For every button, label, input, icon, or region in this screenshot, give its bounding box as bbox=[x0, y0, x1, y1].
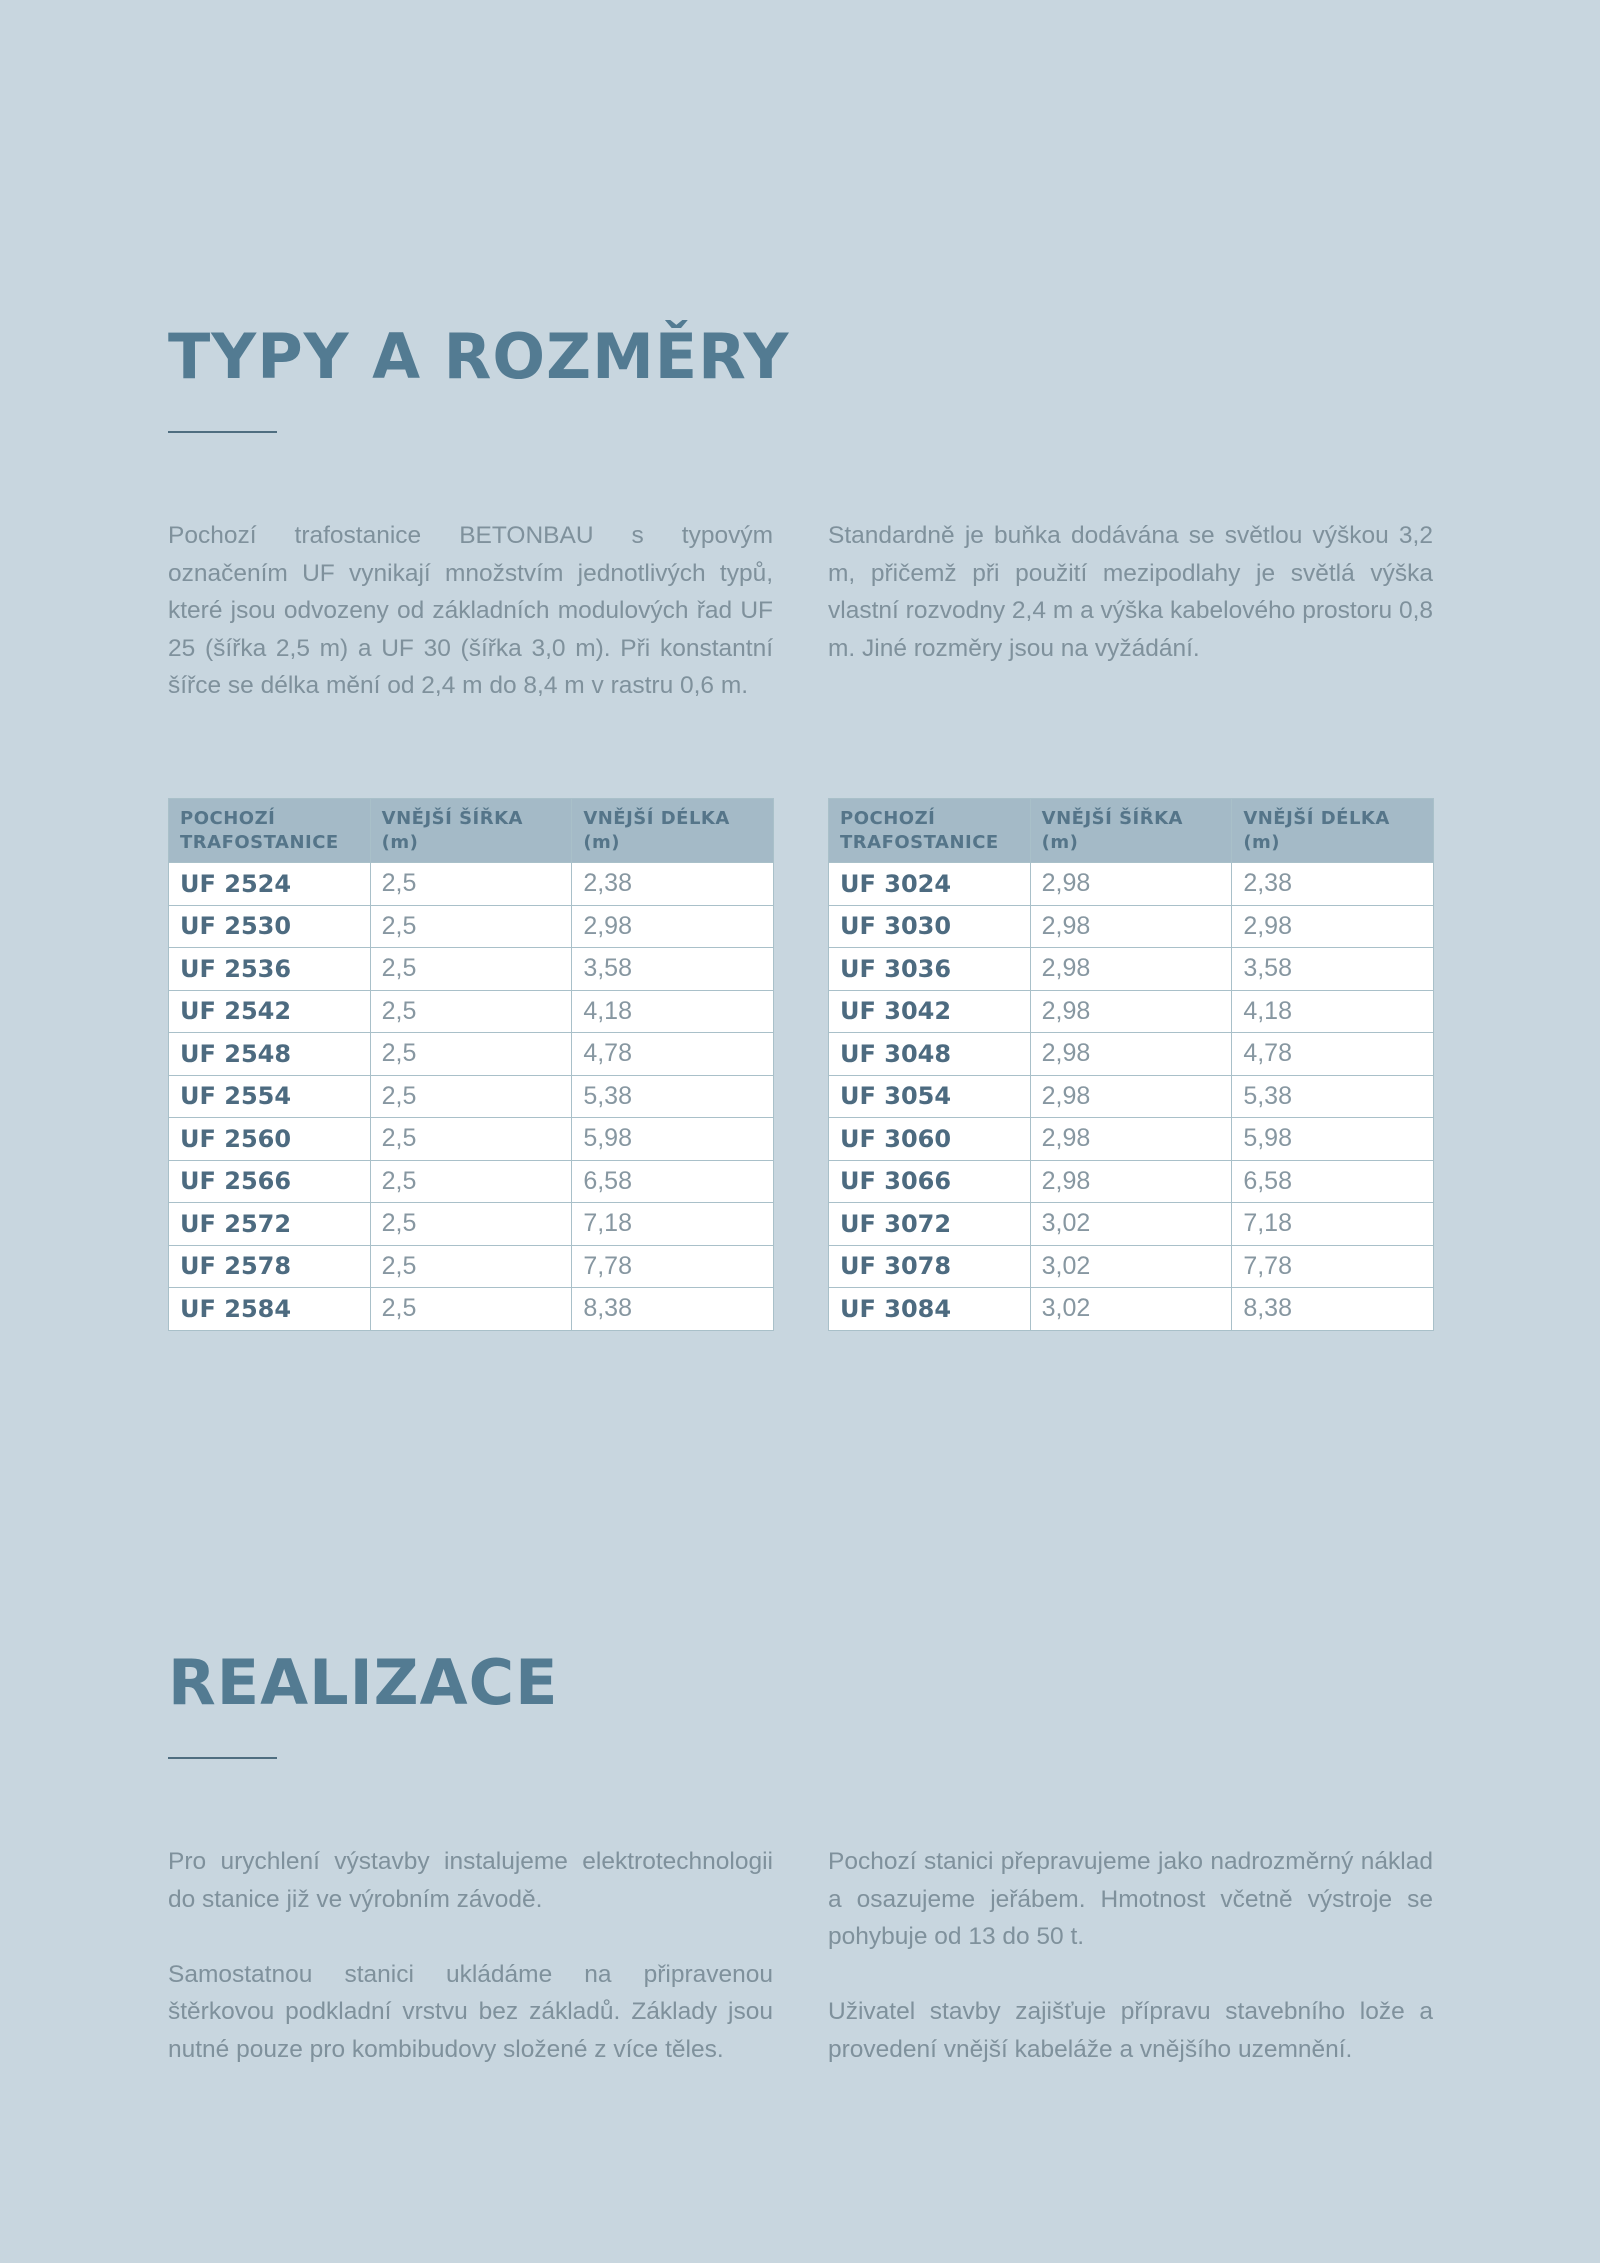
cell-width: 2,98 bbox=[1030, 1118, 1232, 1161]
cell-type: UF 2560 bbox=[169, 1118, 371, 1161]
cell-length: 2,38 bbox=[572, 863, 774, 906]
cell-width: 2,98 bbox=[1030, 948, 1232, 991]
cell-width: 2,5 bbox=[370, 990, 572, 1033]
cell-length: 4,78 bbox=[1232, 1033, 1434, 1076]
table-row bbox=[169, 990, 774, 1033]
cell-length: 5,98 bbox=[572, 1118, 774, 1161]
cell-width: 2,5 bbox=[370, 1245, 572, 1288]
cell-width: 2,98 bbox=[1030, 1075, 1232, 1118]
cell-width: 2,5 bbox=[370, 1160, 572, 1203]
cell-type: UF 3060 bbox=[829, 1118, 1031, 1161]
cell-type: UF 2572 bbox=[169, 1203, 371, 1246]
table-row bbox=[829, 1203, 1434, 1246]
cell-width: 2,5 bbox=[370, 1118, 572, 1161]
cell-length: 8,38 bbox=[572, 1288, 774, 1331]
title-underline bbox=[168, 1757, 277, 1759]
table-row bbox=[829, 948, 1434, 991]
cell-width: 2,98 bbox=[1030, 1160, 1232, 1203]
cell-length: 3,58 bbox=[572, 948, 774, 991]
table-row bbox=[169, 1075, 774, 1118]
cell-type: UF 3024 bbox=[829, 863, 1031, 906]
section-title-realization: REALIZACE bbox=[168, 1646, 559, 1719]
cell-width: 2,98 bbox=[1030, 990, 1232, 1033]
table-row bbox=[169, 905, 774, 948]
cell-length: 2,98 bbox=[572, 905, 774, 948]
paragraph: Standardně je buňka dodávána se světlou výškou 3,2 m, přičemž při použití mezipodlahy je světlá výška vlastní rozvodny 2,4 m a výška kabelového prostoru 0,8 m. Jiné rozměry jsou na vyžádání. bbox=[828, 522, 1433, 662]
table-body bbox=[829, 863, 1434, 1331]
table-row bbox=[169, 863, 774, 906]
cell-width: 3,02 bbox=[1030, 1288, 1232, 1331]
cell-type: UF 3078 bbox=[829, 1245, 1031, 1288]
cell-type: UF 2548 bbox=[169, 1033, 371, 1076]
cell-type: UF 3036 bbox=[829, 948, 1031, 991]
header-length: VNĚJŠÍ DÉLKA (m) bbox=[572, 799, 774, 863]
table-row bbox=[169, 948, 774, 991]
cell-type: UF 2536 bbox=[169, 948, 371, 991]
table-row bbox=[829, 1118, 1434, 1161]
cell-type: UF 3054 bbox=[829, 1075, 1031, 1118]
cell-width: 2,98 bbox=[1030, 905, 1232, 948]
table-row bbox=[829, 1075, 1434, 1118]
cell-width: 2,98 bbox=[1030, 1033, 1232, 1076]
cell-width: 2,5 bbox=[370, 1075, 572, 1118]
cell-type: UF 3048 bbox=[829, 1033, 1031, 1076]
cell-length: 7,78 bbox=[1232, 1245, 1434, 1288]
paragraph: Pochozí trafostanice BETONBAU s typovým označením UF vynikají množstvím jednotlivých typů, které jsou odvozeny od základních modulových řad UF 25 (šířka 2,5 m) a UF 30 (šířka 3,0 m). Při konstantní šířce se délka mění od 2,4 m do 8,4 m v rastru 0,6 m. bbox=[168, 522, 773, 699]
realization-text-left bbox=[168, 1843, 773, 2068]
cell-width: 2,5 bbox=[370, 1288, 572, 1331]
cell-length: 6,58 bbox=[572, 1160, 774, 1203]
cell-width: 2,98 bbox=[1030, 863, 1232, 906]
cell-width: 2,5 bbox=[370, 948, 572, 991]
cell-length: 4,78 bbox=[572, 1033, 774, 1076]
header-length: VNĚJŠÍ DÉLKA (m) bbox=[1232, 799, 1434, 863]
cell-length: 3,58 bbox=[1232, 948, 1434, 991]
cell-width: 3,02 bbox=[1030, 1245, 1232, 1288]
table-uf25 bbox=[168, 798, 774, 1331]
cell-width: 2,5 bbox=[370, 1203, 572, 1246]
cell-length: 6,58 bbox=[1232, 1160, 1434, 1203]
title-underline bbox=[168, 431, 277, 433]
header-width: VNĚJŠÍ ŠÍŘKA (m) bbox=[370, 799, 572, 863]
cell-length: 5,38 bbox=[572, 1075, 774, 1118]
table-row bbox=[829, 1288, 1434, 1331]
table-row bbox=[829, 863, 1434, 906]
cell-type: UF 3084 bbox=[829, 1288, 1031, 1331]
cell-type: UF 3030 bbox=[829, 905, 1031, 948]
cell-type: UF 2554 bbox=[169, 1075, 371, 1118]
table-row bbox=[169, 1160, 774, 1203]
table-row bbox=[829, 905, 1434, 948]
cell-length: 2,38 bbox=[1232, 863, 1434, 906]
cell-type: UF 2542 bbox=[169, 990, 371, 1033]
cell-length: 4,18 bbox=[572, 990, 774, 1033]
table-row bbox=[169, 1288, 774, 1331]
section-title-types: TYPY A ROZMĚRY bbox=[168, 320, 790, 393]
cell-type: UF 3042 bbox=[829, 990, 1031, 1033]
cell-length: 7,78 bbox=[572, 1245, 774, 1288]
cell-type: UF 2578 bbox=[169, 1245, 371, 1288]
cell-length: 7,18 bbox=[1232, 1203, 1434, 1246]
cell-type: UF 2524 bbox=[169, 863, 371, 906]
cell-width: 3,02 bbox=[1030, 1203, 1232, 1246]
cell-type: UF 3072 bbox=[829, 1203, 1031, 1246]
paragraph: Pro urychlení výstavby instalujeme elektrotechnologii do stanice již ve výrobním závodě. bbox=[168, 1848, 773, 1913]
realization-text-right bbox=[828, 1843, 1433, 2068]
header-type: POCHOZÍ TRAFOSTANICE bbox=[829, 799, 1031, 863]
header-width: VNĚJŠÍ ŠÍŘKA (m) bbox=[1030, 799, 1232, 863]
cell-length: 8,38 bbox=[1232, 1288, 1434, 1331]
cell-type: UF 3066 bbox=[829, 1160, 1031, 1203]
cell-length: 5,98 bbox=[1232, 1118, 1434, 1161]
table-row bbox=[829, 990, 1434, 1033]
paragraph: Samostatnou stanici ukládáme na připravenou štěrkovou podkladní vrstvu bez základů. Základy jsou nutné pouze pro kombibudovy složené z více těles. bbox=[168, 1960, 773, 2063]
intro-text-right bbox=[828, 517, 1433, 667]
table-row bbox=[169, 1118, 774, 1161]
header-type: POCHOZÍ TRAFOSTANICE bbox=[169, 799, 371, 863]
table-header-row bbox=[829, 799, 1434, 863]
cell-length: 2,98 bbox=[1232, 905, 1434, 948]
table-body bbox=[169, 863, 774, 1331]
table-row bbox=[169, 1033, 774, 1076]
paragraph: Pochozí stanici přepravujeme jako nadrozměrný náklad a osazujeme jeřábem. Hmotnost včetně výstroje se pohybuje od 13 do 50 t. bbox=[828, 1848, 1433, 1950]
cell-width: 2,5 bbox=[370, 863, 572, 906]
cell-length: 4,18 bbox=[1232, 990, 1434, 1033]
paragraph: Uživatel stavby zajišťuje přípravu stavebního lože a provedení vnější kabeláže a vnějšího uzemnění. bbox=[828, 1998, 1433, 2063]
table-row bbox=[829, 1160, 1434, 1203]
cell-type: UF 2530 bbox=[169, 905, 371, 948]
table-row bbox=[169, 1245, 774, 1288]
table-row bbox=[829, 1033, 1434, 1076]
cell-type: UF 2566 bbox=[169, 1160, 371, 1203]
table-uf30 bbox=[828, 798, 1434, 1331]
cell-width: 2,5 bbox=[370, 905, 572, 948]
intro-text-left bbox=[168, 517, 773, 705]
cell-length: 5,38 bbox=[1232, 1075, 1434, 1118]
cell-type: UF 2584 bbox=[169, 1288, 371, 1331]
cell-length: 7,18 bbox=[572, 1203, 774, 1246]
table-row bbox=[829, 1245, 1434, 1288]
cell-width: 2,5 bbox=[370, 1033, 572, 1076]
table-header-row bbox=[169, 799, 774, 863]
table-row bbox=[169, 1203, 774, 1246]
